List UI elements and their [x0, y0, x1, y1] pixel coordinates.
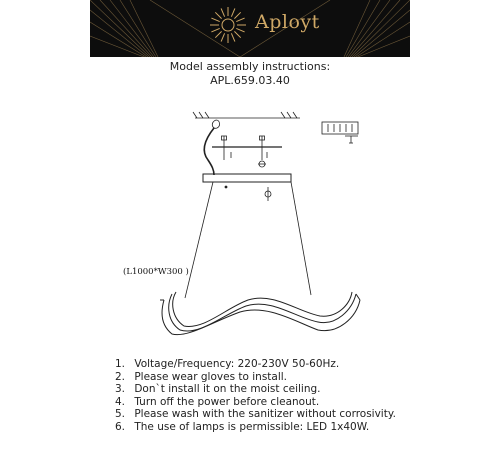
item-number: 1.: [115, 358, 126, 370]
dimension-label: (L1000*W300 ): [123, 267, 189, 277]
item-text: Don`t install it on the moist ceiling.: [134, 383, 321, 396]
list-item: [115, 358, 396, 371]
model-code: APL.659.03.40: [210, 74, 290, 87]
screw-icon: [222, 136, 268, 167]
list-item: [115, 408, 396, 421]
item-number: 2.: [115, 370, 126, 383]
item-text: The use of lamps is permissible: LED 1x40W.: [134, 420, 370, 433]
ceiling-mount-icon: [193, 112, 300, 118]
list-item: [115, 396, 396, 409]
list-item: [115, 421, 396, 434]
item-text: Please wear gloves to install.: [134, 370, 288, 383]
brand-name: Aployt: [255, 11, 320, 33]
item-number: 5.: [115, 408, 126, 421]
item-number: 3.: [115, 383, 126, 396]
pendant-lamp-icon: [160, 292, 360, 335]
wire-connector-icon: [322, 122, 358, 143]
item-text: Voltage/Frequency: 220-230V 50-60Hz.: [134, 358, 340, 370]
list-item: [115, 371, 396, 384]
document-title: Model assembly instructions:: [169, 60, 331, 73]
item-number: 6.: [115, 420, 126, 433]
item-text: Turn off the power before cleanout.: [134, 395, 320, 408]
item-text: Please wash with the sanitizer without corrosivity.: [134, 408, 396, 421]
instructions-list: [115, 358, 396, 434]
item-number: 4.: [115, 395, 126, 408]
list-item: [115, 383, 396, 396]
